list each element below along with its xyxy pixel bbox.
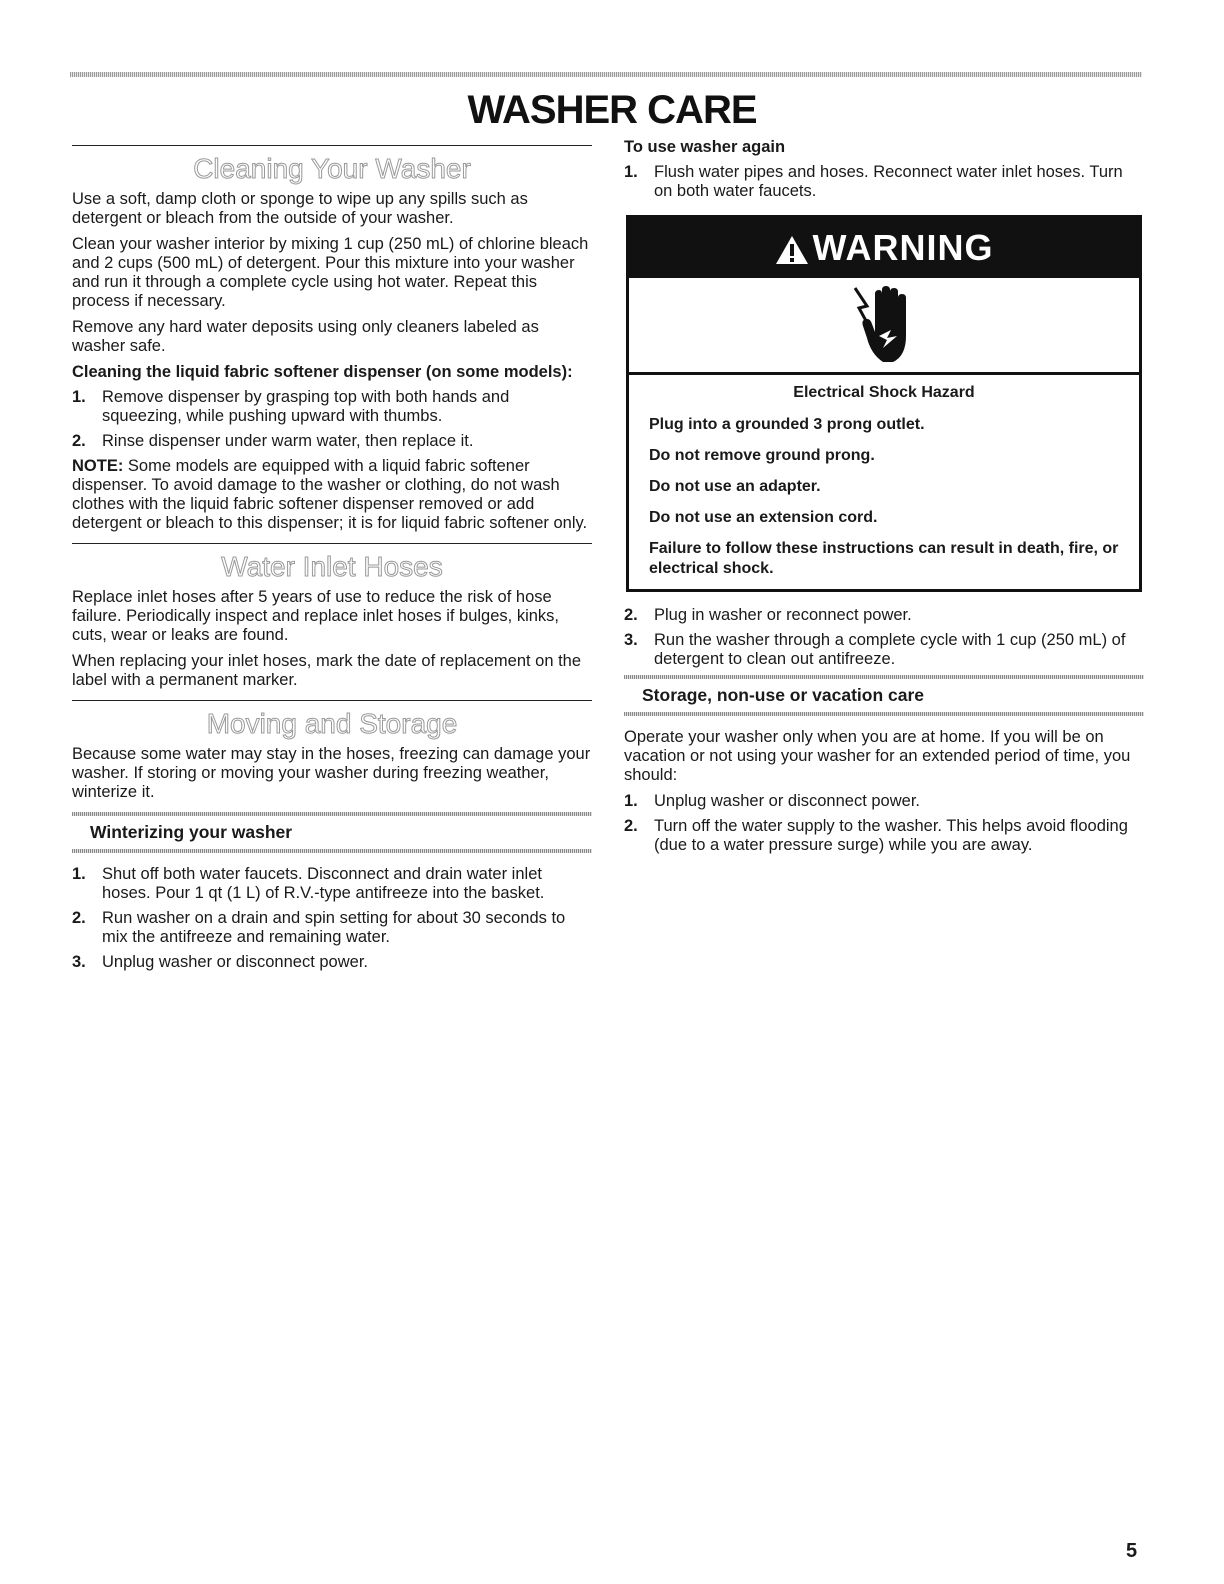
section-divider [72,145,592,146]
warning-line: Plug into a grounded 3 prong outlet. [649,416,925,433]
dispenser-steps [72,388,592,451]
hoses-heading: Water Inlet Hoses [221,551,443,582]
page-title: WASHER CARE [467,88,757,132]
list-item: 2. Run washer on a drain and spin setting for about 30 seconds to mix the antifreeze and remaining water. [72,909,566,946]
warning-banner-text: WARNING [812,227,994,268]
warning-line: Do not remove ground prong. [649,447,875,464]
cleaning-paragraph-2: Clean your washer interior by mixing 1 cup (250 mL) of chlorine bleach and 2 cups (500 mL) of detergent. Pour this mixture into your washer and run it through a complete cycle using hot water. Repeat this process if necessary. [72,235,589,310]
warning-line: Failure to follow these instructions can result in death, fire, or electrical shock. [649,540,1119,577]
dotted-rule [624,712,1144,716]
cleaning-paragraph-3: Remove any hard water deposits using only cleaners labeled as washer safe. [72,318,539,355]
right-column [624,138,1144,861]
hoses-paragraph-1: Replace inlet hoses after 5 years of use to reduce the risk of hose failure. Periodically inspect and replace inlet hoses if bulges, kinks, cuts, wear or leaks are found. [72,588,560,644]
left-column [72,145,592,978]
warning-icon-area [629,278,1139,375]
top-rule [70,72,1142,77]
note-paragraph: NOTE: Some models are equipped with a liquid fabric softener dispenser. To avoid damage to the washer or clothing, do not wash clothes with the liquid fabric softener dispenser removed or add detergent or bleach to this dispenser; it is for liquid fabric softener only. [72,457,588,532]
warning-line: Do not use an extension cord. [649,509,878,526]
warning-body [629,375,1139,589]
section-divider [72,700,592,701]
use-again-steps [624,163,1144,201]
electric-shock-hand-icon [849,284,919,366]
list-item: 1. Shut off both water faucets. Disconnect and drain water inlet hoses. Pour 1 qt (1 L) of R.V.-type antifreeze into the basket. [72,865,545,902]
storage-steps [624,792,1144,855]
cleaning-heading: Cleaning Your Washer [193,153,471,184]
warning-triangle-icon [775,235,809,265]
warning-line: Do not use an adapter. [649,478,821,495]
list-item: 3. Run the washer through a complete cycle with 1 cup (250 mL) of detergent to clean out antifreeze. [624,631,1126,668]
list-item: 1. Flush water pipes and hoses. Reconnect water inlet hoses. Turn on both water faucets. [624,163,1123,200]
list-item: 1. Unplug washer or disconnect power. [624,792,920,810]
storage-paragraph: Operate your washer only when you are at home. If you will be on vacation or not using your washer for an extended period of time, you should: [624,728,1131,784]
moving-heading: Moving and Storage [206,708,458,739]
warning-banner [629,218,1139,278]
dotted-rule [72,849,592,853]
use-again-steps-continued [624,606,1144,669]
hazard-title: Electrical Shock Hazard [793,384,975,401]
hoses-paragraph-2: When replacing your inlet hoses, mark the date of replacement on the label with a permanent marker. [72,652,582,689]
list-item: 2. Plug in washer or reconnect power. [624,606,912,624]
warning-box [626,215,1142,592]
storage-heading: Storage, non-use or vacation care [642,685,925,705]
use-again-heading: To use washer again [624,138,786,156]
note-label: NOTE: [72,457,124,475]
winterizing-steps [72,865,592,972]
moving-paragraph-1: Because some water may stay in the hoses, freezing can damage your washer. If storing or moving your washer during freezing weather, winterize it. [72,745,591,801]
list-item: 1. Remove dispenser by grasping top with both hands and squeezing, while pushing upward with thumbs. [72,388,510,425]
list-item: 2. Rinse dispenser under warm water, then replace it. [72,432,474,450]
list-item: 2. Turn off the water supply to the washer. This helps avoid flooding (due to a water pressure surge) while you are away. [624,817,1128,854]
winterizing-heading: Winterizing your washer [90,822,293,842]
dispenser-heading: Cleaning the liquid fabric softener dispenser (on some models): [72,363,573,381]
list-item: 3. Unplug washer or disconnect power. [72,953,368,971]
cleaning-paragraph-1: Use a soft, damp cloth or sponge to wipe up any spills such as detergent or bleach from the outside of your washer. [72,190,528,227]
page-number: 5 [1126,1540,1138,1562]
section-divider [72,543,592,544]
